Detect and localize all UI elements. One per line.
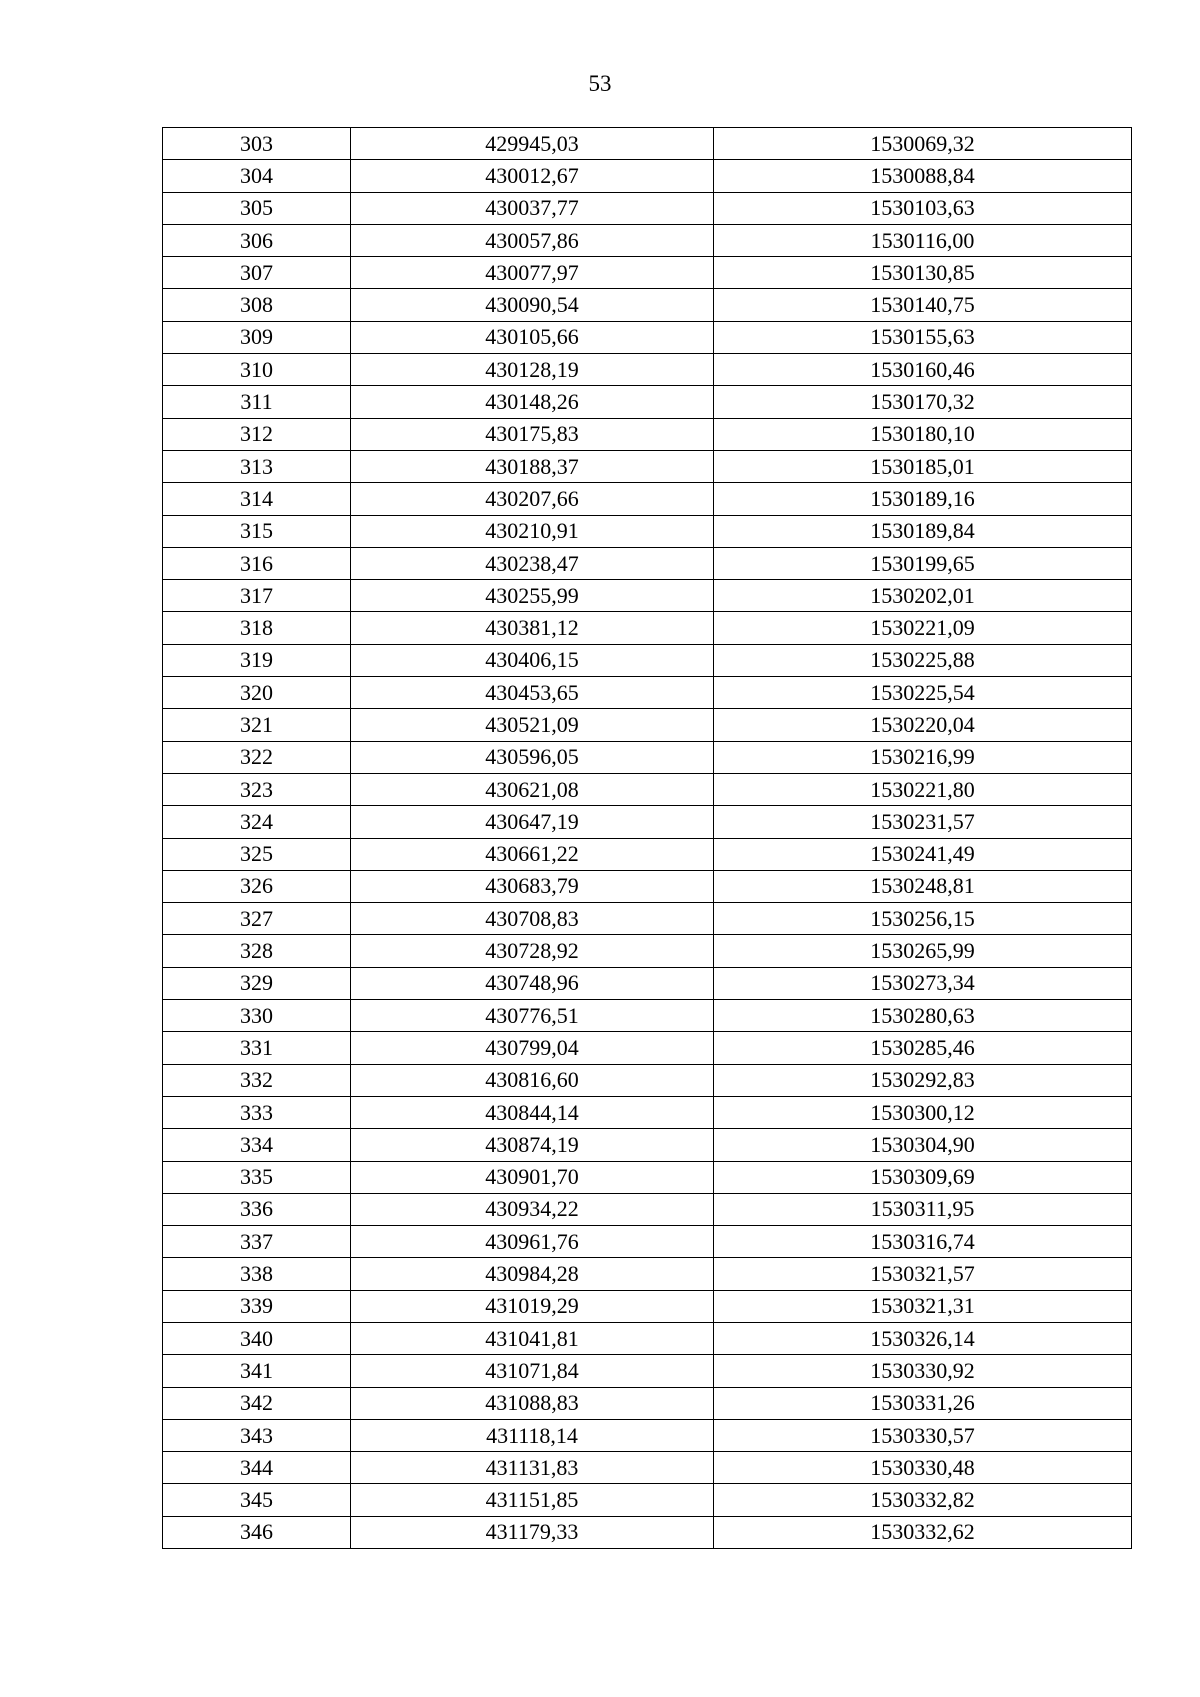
point-number-cell: 316 — [163, 547, 351, 579]
x-coordinate-cell: 430934,22 — [351, 1193, 714, 1225]
table-row — [163, 838, 1132, 870]
y-coordinate-cell: 1530069,32 — [714, 128, 1132, 160]
point-number-cell: 336 — [163, 1193, 351, 1225]
point-number-cell: 338 — [163, 1258, 351, 1290]
y-coordinate-cell: 1530189,84 — [714, 515, 1132, 547]
x-coordinate-cell: 429945,03 — [351, 128, 714, 160]
x-coordinate-cell: 431118,14 — [351, 1419, 714, 1451]
table-row — [163, 1032, 1132, 1064]
x-coordinate-cell: 430621,08 — [351, 773, 714, 805]
y-coordinate-cell: 1530216,99 — [714, 741, 1132, 773]
point-number-cell: 337 — [163, 1226, 351, 1258]
x-coordinate-cell: 430874,19 — [351, 1129, 714, 1161]
point-number-cell: 319 — [163, 644, 351, 676]
x-coordinate-cell: 430105,66 — [351, 321, 714, 353]
point-number-cell: 304 — [163, 160, 351, 192]
x-coordinate-cell: 431041,81 — [351, 1322, 714, 1354]
point-number-cell: 322 — [163, 741, 351, 773]
x-coordinate-cell: 430453,65 — [351, 677, 714, 709]
y-coordinate-cell: 1530180,10 — [714, 418, 1132, 450]
y-coordinate-cell: 1530321,31 — [714, 1290, 1132, 1322]
point-number-cell: 311 — [163, 386, 351, 418]
y-coordinate-cell: 1530189,16 — [714, 483, 1132, 515]
point-number-cell: 345 — [163, 1484, 351, 1516]
y-coordinate-cell: 1530170,32 — [714, 386, 1132, 418]
table-row — [163, 450, 1132, 482]
point-number-cell: 326 — [163, 870, 351, 902]
point-number-cell: 305 — [163, 192, 351, 224]
y-coordinate-cell: 1530088,84 — [714, 160, 1132, 192]
point-number-cell: 306 — [163, 224, 351, 256]
y-coordinate-cell: 1530309,69 — [714, 1161, 1132, 1193]
point-number-cell: 317 — [163, 580, 351, 612]
x-coordinate-cell: 430961,76 — [351, 1226, 714, 1258]
point-number-cell: 312 — [163, 418, 351, 450]
x-coordinate-cell: 430057,86 — [351, 224, 714, 256]
table-row — [163, 515, 1132, 547]
x-coordinate-cell: 430647,19 — [351, 806, 714, 838]
table-row — [163, 547, 1132, 579]
y-coordinate-cell: 1530140,75 — [714, 289, 1132, 321]
point-number-cell: 323 — [163, 773, 351, 805]
x-coordinate-cell: 430175,83 — [351, 418, 714, 450]
x-coordinate-cell: 431071,84 — [351, 1355, 714, 1387]
point-number-cell: 314 — [163, 483, 351, 515]
table-row — [163, 709, 1132, 741]
x-coordinate-cell: 430381,12 — [351, 612, 714, 644]
y-coordinate-cell: 1530316,74 — [714, 1226, 1132, 1258]
x-coordinate-cell: 430683,79 — [351, 870, 714, 902]
point-number-cell: 341 — [163, 1355, 351, 1387]
x-coordinate-cell: 430748,96 — [351, 967, 714, 999]
coordinates-table — [162, 127, 1132, 1549]
table-row — [163, 192, 1132, 224]
point-number-cell: 309 — [163, 321, 351, 353]
table-row — [163, 257, 1132, 289]
y-coordinate-cell: 1530331,26 — [714, 1387, 1132, 1419]
point-number-cell: 303 — [163, 128, 351, 160]
x-coordinate-cell: 431019,29 — [351, 1290, 714, 1322]
table-row — [163, 1516, 1132, 1548]
y-coordinate-cell: 1530220,04 — [714, 709, 1132, 741]
table-row — [163, 1484, 1132, 1516]
point-number-cell: 313 — [163, 450, 351, 482]
table-row — [163, 224, 1132, 256]
y-coordinate-cell: 1530292,83 — [714, 1064, 1132, 1096]
table-row — [163, 677, 1132, 709]
x-coordinate-cell: 430901,70 — [351, 1161, 714, 1193]
point-number-cell: 343 — [163, 1419, 351, 1451]
point-number-cell: 325 — [163, 838, 351, 870]
y-coordinate-cell: 1530326,14 — [714, 1322, 1132, 1354]
y-coordinate-cell: 1530330,48 — [714, 1452, 1132, 1484]
table-row — [163, 1193, 1132, 1225]
y-coordinate-cell: 1530225,54 — [714, 677, 1132, 709]
point-number-cell: 335 — [163, 1161, 351, 1193]
x-coordinate-cell: 430661,22 — [351, 838, 714, 870]
y-coordinate-cell: 1530332,82 — [714, 1484, 1132, 1516]
table-row — [163, 1000, 1132, 1032]
table-row — [163, 1161, 1132, 1193]
point-number-cell: 329 — [163, 967, 351, 999]
table-row — [163, 321, 1132, 353]
y-coordinate-cell: 1530202,01 — [714, 580, 1132, 612]
y-coordinate-cell: 1530280,63 — [714, 1000, 1132, 1032]
point-number-cell: 331 — [163, 1032, 351, 1064]
table-row — [163, 1290, 1132, 1322]
point-number-cell: 310 — [163, 354, 351, 386]
y-coordinate-cell: 1530248,81 — [714, 870, 1132, 902]
point-number-cell: 340 — [163, 1322, 351, 1354]
point-number-cell: 333 — [163, 1096, 351, 1128]
x-coordinate-cell: 430708,83 — [351, 903, 714, 935]
y-coordinate-cell: 1530221,09 — [714, 612, 1132, 644]
point-number-cell: 342 — [163, 1387, 351, 1419]
table-row — [163, 128, 1132, 160]
x-coordinate-cell: 430596,05 — [351, 741, 714, 773]
table-row — [163, 870, 1132, 902]
point-number-cell: 334 — [163, 1129, 351, 1161]
y-coordinate-cell: 1530160,46 — [714, 354, 1132, 386]
y-coordinate-cell: 1530256,15 — [714, 903, 1132, 935]
y-coordinate-cell: 1530241,49 — [714, 838, 1132, 870]
y-coordinate-cell: 1530265,99 — [714, 935, 1132, 967]
table-row — [163, 644, 1132, 676]
x-coordinate-cell: 430128,19 — [351, 354, 714, 386]
x-coordinate-cell: 430210,91 — [351, 515, 714, 547]
point-number-cell: 315 — [163, 515, 351, 547]
x-coordinate-cell: 430776,51 — [351, 1000, 714, 1032]
x-coordinate-cell: 430255,99 — [351, 580, 714, 612]
y-coordinate-cell: 1530332,62 — [714, 1516, 1132, 1548]
point-number-cell: 339 — [163, 1290, 351, 1322]
table-row — [163, 1355, 1132, 1387]
point-number-cell: 324 — [163, 806, 351, 838]
table-row — [163, 935, 1132, 967]
y-coordinate-cell: 1530130,85 — [714, 257, 1132, 289]
x-coordinate-cell: 431088,83 — [351, 1387, 714, 1419]
table-row — [163, 580, 1132, 612]
table-row — [163, 289, 1132, 321]
point-number-cell: 344 — [163, 1452, 351, 1484]
table-row — [163, 483, 1132, 515]
x-coordinate-cell: 430238,47 — [351, 547, 714, 579]
table-row — [163, 1452, 1132, 1484]
x-coordinate-cell: 430077,97 — [351, 257, 714, 289]
y-coordinate-cell: 1530285,46 — [714, 1032, 1132, 1064]
y-coordinate-cell: 1530225,88 — [714, 644, 1132, 676]
point-number-cell: 327 — [163, 903, 351, 935]
y-coordinate-cell: 1530311,95 — [714, 1193, 1132, 1225]
table-row — [163, 1226, 1132, 1258]
y-coordinate-cell: 1530330,92 — [714, 1355, 1132, 1387]
y-coordinate-cell: 1530330,57 — [714, 1419, 1132, 1451]
y-coordinate-cell: 1530273,34 — [714, 967, 1132, 999]
y-coordinate-cell: 1530321,57 — [714, 1258, 1132, 1290]
x-coordinate-cell: 431131,83 — [351, 1452, 714, 1484]
table-row — [163, 612, 1132, 644]
x-coordinate-cell: 431179,33 — [351, 1516, 714, 1548]
table-row — [163, 903, 1132, 935]
table-row — [163, 1258, 1132, 1290]
table-row — [163, 418, 1132, 450]
point-number-cell: 346 — [163, 1516, 351, 1548]
x-coordinate-cell: 431151,85 — [351, 1484, 714, 1516]
point-number-cell: 308 — [163, 289, 351, 321]
point-number-cell: 332 — [163, 1064, 351, 1096]
y-coordinate-cell: 1530199,65 — [714, 547, 1132, 579]
page-number: 53 — [588, 71, 612, 96]
point-number-cell: 328 — [163, 935, 351, 967]
point-number-cell: 320 — [163, 677, 351, 709]
x-coordinate-cell: 430521,09 — [351, 709, 714, 741]
y-coordinate-cell: 1530300,12 — [714, 1096, 1132, 1128]
y-coordinate-cell: 1530221,80 — [714, 773, 1132, 805]
table-row — [163, 354, 1132, 386]
x-coordinate-cell: 430188,37 — [351, 450, 714, 482]
point-number-cell: 321 — [163, 709, 351, 741]
x-coordinate-cell: 430207,66 — [351, 483, 714, 515]
point-number-cell: 307 — [163, 257, 351, 289]
table-row — [163, 741, 1132, 773]
y-coordinate-cell: 1530155,63 — [714, 321, 1132, 353]
table-row — [163, 1064, 1132, 1096]
table-row — [163, 386, 1132, 418]
point-number-cell: 318 — [163, 612, 351, 644]
table-row — [163, 967, 1132, 999]
x-coordinate-cell: 430799,04 — [351, 1032, 714, 1064]
table-row — [163, 1129, 1132, 1161]
x-coordinate-cell: 430090,54 — [351, 289, 714, 321]
x-coordinate-cell: 430728,92 — [351, 935, 714, 967]
x-coordinate-cell: 430406,15 — [351, 644, 714, 676]
table-row — [163, 1387, 1132, 1419]
y-coordinate-cell: 1530304,90 — [714, 1129, 1132, 1161]
table-body — [163, 128, 1132, 1549]
y-coordinate-cell: 1530231,57 — [714, 806, 1132, 838]
x-coordinate-cell: 430012,67 — [351, 160, 714, 192]
table-row — [163, 1096, 1132, 1128]
x-coordinate-cell: 430148,26 — [351, 386, 714, 418]
point-number-cell: 330 — [163, 1000, 351, 1032]
table-row — [163, 773, 1132, 805]
y-coordinate-cell: 1530185,01 — [714, 450, 1132, 482]
x-coordinate-cell: 430844,14 — [351, 1096, 714, 1128]
x-coordinate-cell: 430037,77 — [351, 192, 714, 224]
table-row — [163, 160, 1132, 192]
x-coordinate-cell: 430816,60 — [351, 1064, 714, 1096]
table-row — [163, 1322, 1132, 1354]
table-row — [163, 1419, 1132, 1451]
y-coordinate-cell: 1530116,00 — [714, 224, 1132, 256]
y-coordinate-cell: 1530103,63 — [714, 192, 1132, 224]
x-coordinate-cell: 430984,28 — [351, 1258, 714, 1290]
table-row — [163, 806, 1132, 838]
